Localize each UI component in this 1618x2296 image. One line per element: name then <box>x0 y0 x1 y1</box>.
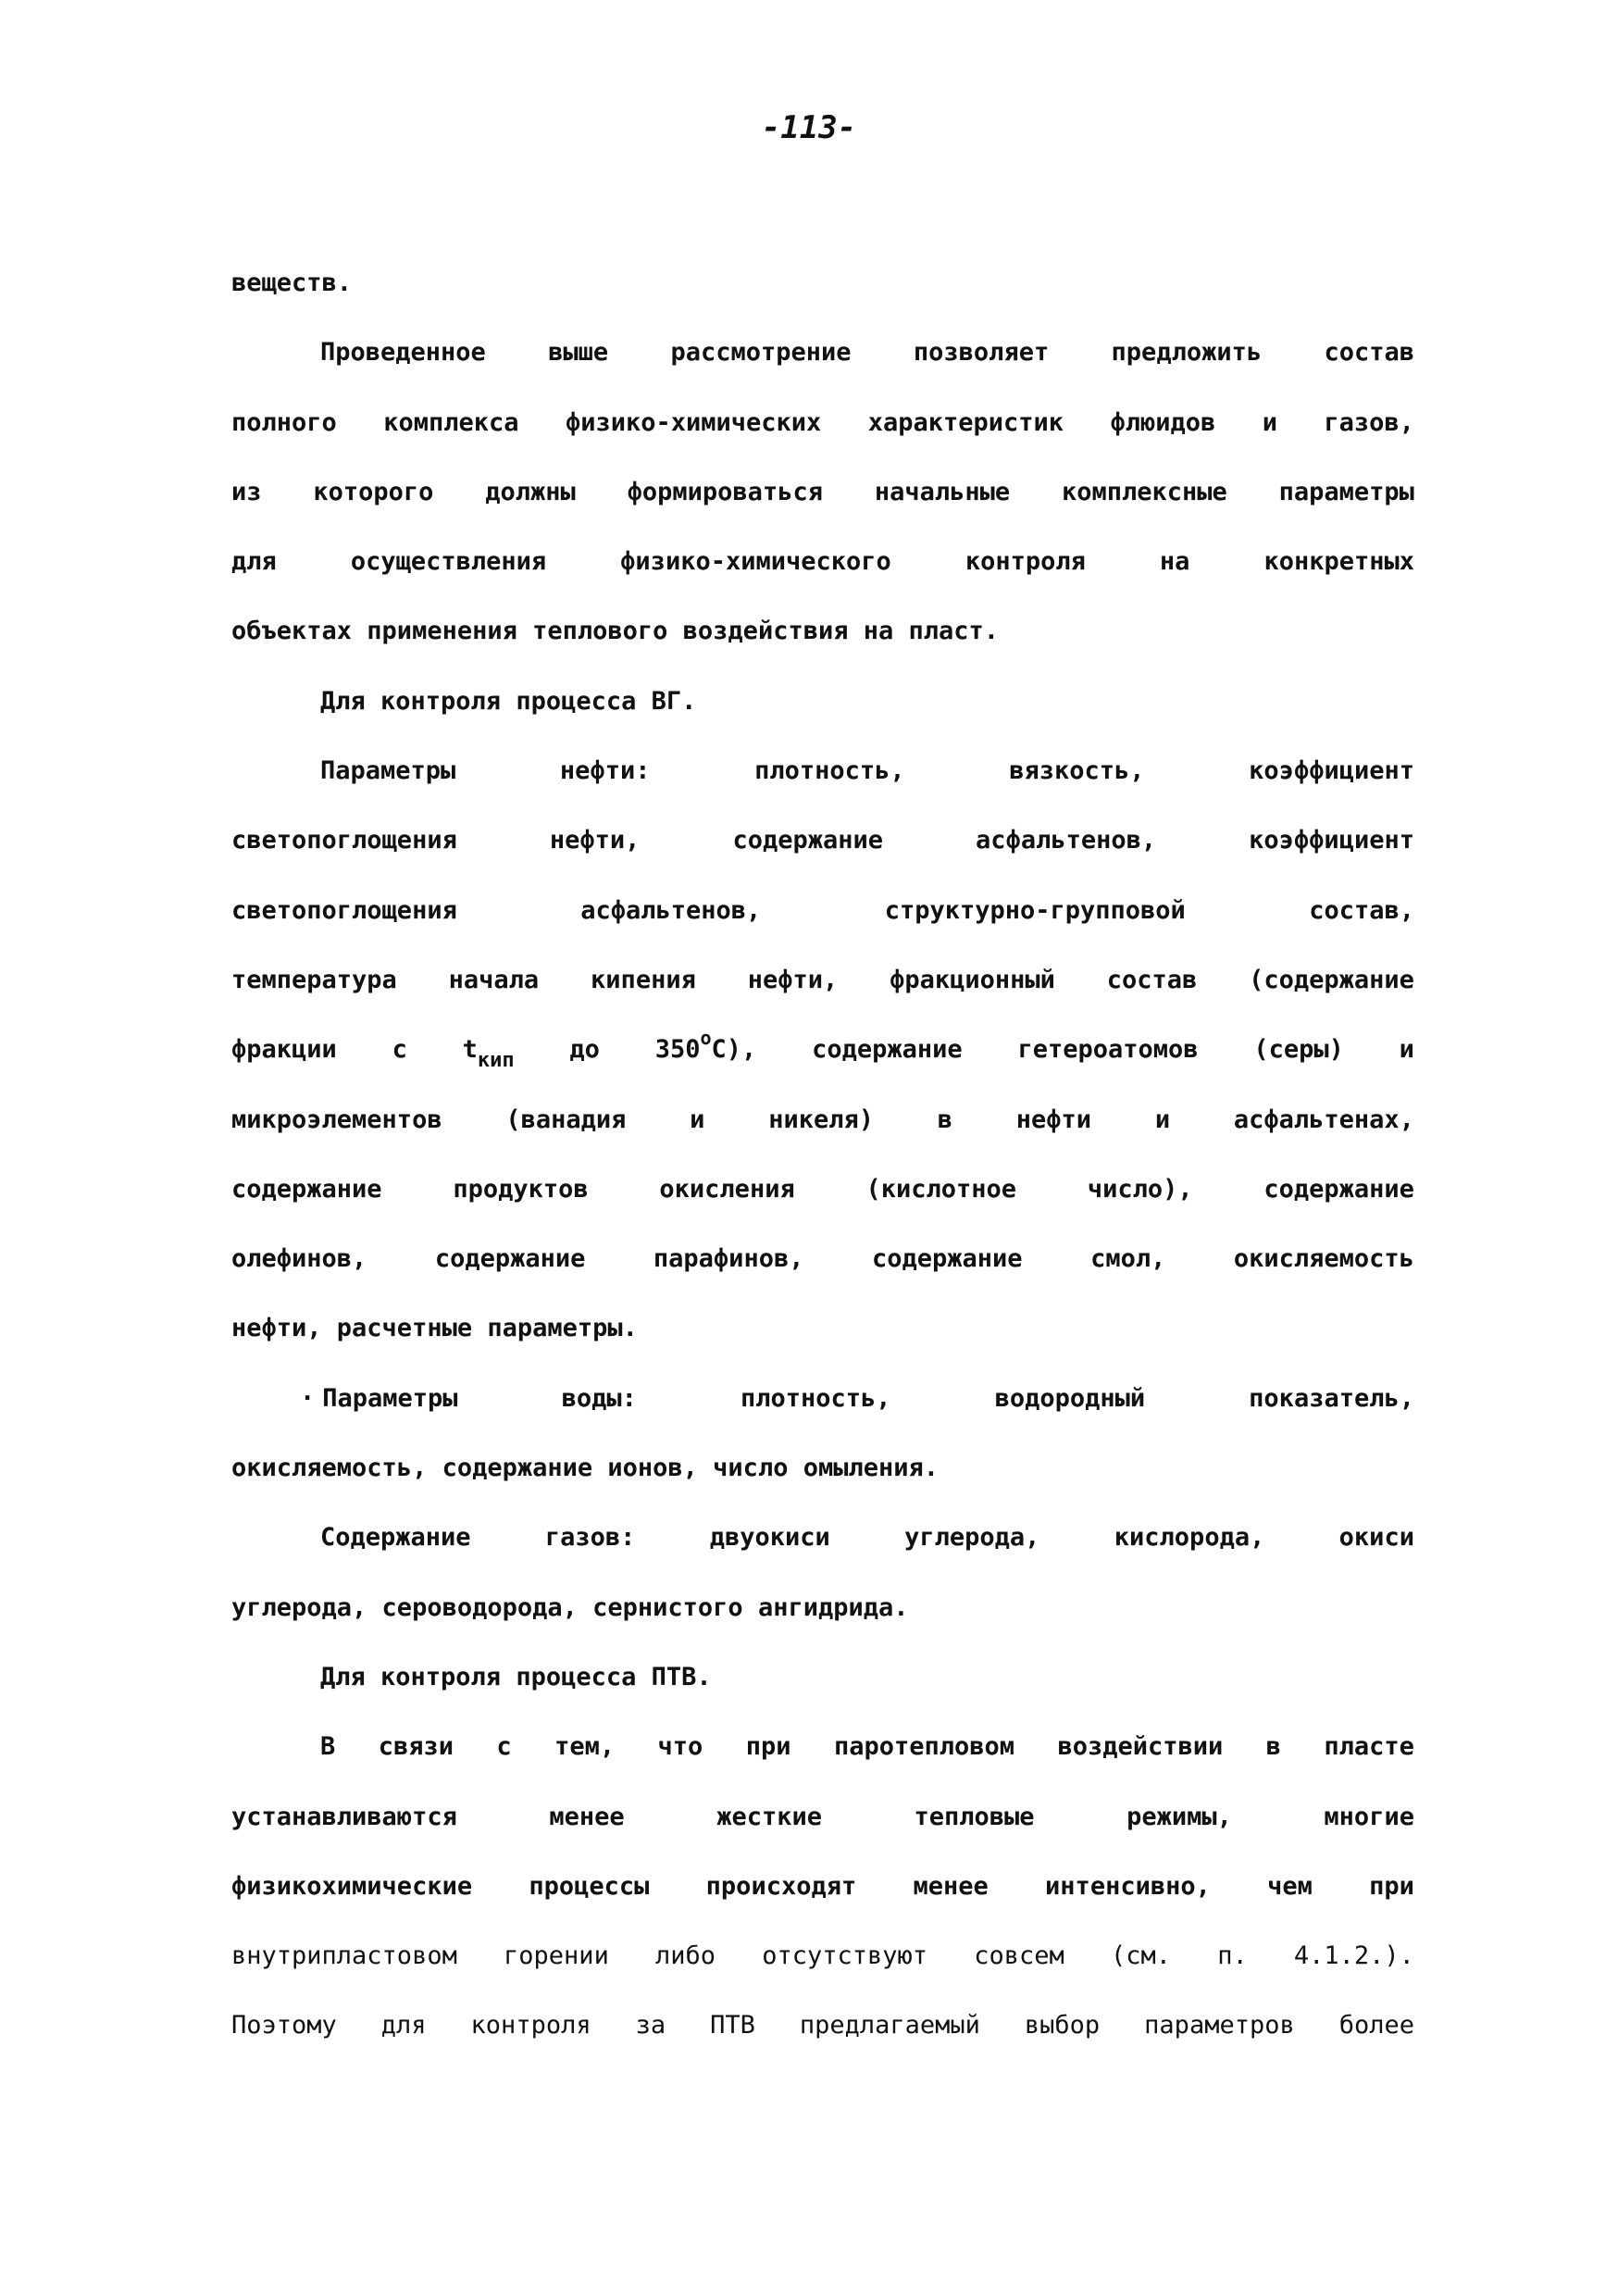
word: начальные <box>874 477 1011 506</box>
word: гетероатомов <box>1017 1035 1199 1065</box>
text-line <box>231 1085 1414 1154</box>
text-line <box>231 1224 1414 1293</box>
text-line <box>231 1364 1414 1433</box>
word: формироваться <box>627 477 823 506</box>
word: позволяет <box>913 338 1050 368</box>
word: должны <box>485 477 576 506</box>
word: выбор <box>1024 2011 1101 2040</box>
temp-number: 350 <box>654 1035 701 1065</box>
word: совсем <box>974 1941 1064 1971</box>
text-line <box>231 1782 1414 1852</box>
word: внутрипластовом <box>231 1941 457 1971</box>
word: фракционный <box>890 965 1055 994</box>
word: плотность, <box>754 756 905 786</box>
text-line <box>231 736 1414 805</box>
formula-line <box>231 1015 1414 1084</box>
word: окисляемость <box>1233 1244 1414 1274</box>
word: окисления <box>659 1174 795 1204</box>
word: менее <box>549 1802 625 1831</box>
boiling-temperature-symbol <box>463 1015 515 1084</box>
word: газов, <box>1324 407 1414 437</box>
word: содержание <box>1263 1174 1414 1204</box>
word: асфальтенов, <box>580 895 762 925</box>
word: микроэлементов <box>231 1104 442 1134</box>
word: содержание <box>231 1174 382 1204</box>
word: начала <box>448 965 540 994</box>
word: фракции <box>231 1035 337 1065</box>
word: состав, <box>1309 895 1414 925</box>
word: что <box>657 1732 703 1762</box>
word: коэффициент <box>1249 756 1414 786</box>
word: связи <box>378 1732 454 1762</box>
temp-unit: C), <box>711 1035 757 1065</box>
word: продуктов <box>453 1174 589 1204</box>
word: нефти <box>1015 1104 1092 1134</box>
word: содержание <box>871 1244 1023 1274</box>
text-line: нефти, расчетные параметры. <box>231 1314 638 1343</box>
word: интенсивно, <box>1045 1871 1211 1901</box>
word: параметров <box>1144 2011 1295 2040</box>
word: для <box>380 2011 427 2040</box>
word: коэффициент <box>1249 826 1414 855</box>
text-line <box>231 527 1414 596</box>
word: и <box>1399 1035 1414 1065</box>
word: горении <box>504 1941 609 1971</box>
word: состав <box>1106 965 1198 994</box>
text-line: Для контроля процесса ВГ. <box>320 686 697 716</box>
word: рассмотрение <box>670 338 852 368</box>
word: менее <box>913 1871 989 1901</box>
text-line <box>231 876 1414 945</box>
t-subscript: кип <box>477 1049 515 1073</box>
word: выше <box>548 338 609 368</box>
word: параметры <box>1278 477 1414 506</box>
word: отсутствуют <box>762 1941 928 1971</box>
word: физикохимические <box>231 1871 473 1901</box>
word: водородный <box>994 1383 1146 1413</box>
degree-sign: o <box>700 1027 712 1050</box>
word: асфальтенов, <box>976 826 1157 855</box>
page-number: -113- <box>761 109 857 146</box>
text-line <box>231 457 1414 527</box>
word: структурно-групповой <box>884 895 1186 925</box>
word: контроля <box>470 2011 591 2040</box>
word: жесткие <box>716 1802 822 1831</box>
word: и <box>1262 407 1277 437</box>
word: которого <box>313 477 434 506</box>
word: (содержание <box>1249 965 1414 994</box>
word: флюидов <box>1110 407 1216 437</box>
word: с <box>496 1732 512 1762</box>
word: и <box>1154 1104 1171 1134</box>
word: конкретных <box>1263 547 1414 577</box>
word: смол, <box>1090 1244 1166 1274</box>
word: показатель, <box>1249 1383 1414 1413</box>
word: для <box>231 547 277 577</box>
word: газов: <box>544 1523 636 1553</box>
word: п. <box>1217 1941 1248 1971</box>
text-line <box>231 1712 1414 1781</box>
word: кипения <box>591 965 696 994</box>
word: двуокиси <box>709 1523 830 1553</box>
word: более <box>1338 2011 1414 2040</box>
word: 4.1.2.). <box>1293 1941 1414 1971</box>
word: содержание <box>434 1244 586 1274</box>
text-line: углерода, сероводорода, сернистого ангидрида. <box>231 1592 909 1622</box>
word: либо <box>655 1941 716 1971</box>
word: полного <box>231 407 337 437</box>
word: в <box>1265 1732 1281 1762</box>
text-line: Для контроля процесса ПТВ. <box>320 1662 712 1691</box>
text-line: окисляемость, содержание ионов, число омыления. <box>231 1454 940 1483</box>
word: при <box>745 1732 791 1762</box>
text-line <box>231 945 1414 1015</box>
t-symbol: t <box>462 1035 478 1065</box>
word: температура <box>231 965 397 994</box>
word: контроля <box>965 547 1086 577</box>
word: предлагаемый <box>799 2011 980 2040</box>
word: воздействии <box>1057 1732 1224 1762</box>
word: паротепловом <box>833 1732 1015 1762</box>
word: (серы) <box>1253 1035 1344 1065</box>
word: парафинов, <box>653 1244 804 1274</box>
text-line <box>231 388 1414 457</box>
word: кислорода, <box>1114 1523 1265 1553</box>
word: предложить <box>1111 338 1263 368</box>
word: (кислотное <box>865 1174 1017 1204</box>
word: в <box>937 1104 953 1134</box>
word: тем, <box>554 1732 616 1762</box>
word: плотность, <box>740 1383 891 1413</box>
text-line: веществ. <box>231 268 353 297</box>
word: процессы <box>529 1871 650 1901</box>
word: комплекса <box>383 407 519 437</box>
word: многие <box>1324 1802 1414 1831</box>
word: никеля) <box>768 1104 874 1134</box>
text-line <box>231 1154 1414 1224</box>
word: тепловые <box>914 1802 1035 1831</box>
text-line <box>231 1503 1414 1572</box>
word: Поэтому <box>231 2011 337 2040</box>
word: комплексные <box>1061 477 1227 506</box>
text-line <box>231 318 1414 387</box>
word: до <box>569 1035 600 1065</box>
word: чем <box>1267 1871 1313 1901</box>
word: нефти: <box>559 756 651 786</box>
word: за <box>635 2011 666 2040</box>
word: окиси <box>1338 1523 1414 1553</box>
word: из <box>231 477 262 506</box>
text-line <box>231 1921 1414 1990</box>
word: пласте <box>1324 1732 1414 1762</box>
word: олефинов, <box>231 1244 367 1274</box>
text-line <box>231 1852 1414 1921</box>
word: асфальтенах, <box>1233 1104 1414 1134</box>
text-line <box>231 1990 1414 2060</box>
word: нефти, <box>549 826 641 855</box>
word: ПТВ <box>710 2011 755 2040</box>
word: режимы, <box>1126 1802 1232 1831</box>
word: характеристик <box>867 407 1064 437</box>
body-text <box>231 248 1414 2061</box>
word: (см. <box>1110 1941 1171 1971</box>
word: нефти, <box>747 965 839 994</box>
word: физико-химических <box>565 407 822 437</box>
word: устанавливаются <box>231 1802 457 1831</box>
word: содержание <box>812 1035 963 1065</box>
word: светопоглощения <box>231 826 457 855</box>
word: (ванадия <box>505 1104 627 1134</box>
word: осуществления <box>350 547 547 577</box>
word: с <box>392 1035 407 1065</box>
text-line <box>231 805 1414 875</box>
bullet-mark: · <box>300 1383 316 1413</box>
word: Проведенное <box>320 338 486 368</box>
word: светопоглощения <box>231 895 457 925</box>
word: В <box>320 1732 336 1762</box>
word: происходят <box>705 1871 857 1901</box>
word: при <box>1369 1871 1414 1901</box>
word: и <box>690 1104 705 1134</box>
word: вязкость, <box>1009 756 1145 786</box>
word: Содержание <box>320 1523 471 1553</box>
word: воды: <box>561 1383 637 1413</box>
word: углерода, <box>904 1523 1040 1553</box>
word: Параметры <box>320 756 456 786</box>
word: содержание <box>732 826 884 855</box>
word: физико-химического <box>620 547 891 577</box>
temperature-value <box>655 1015 757 1084</box>
word: состав <box>1324 338 1414 368</box>
text-line: объектах применения теплового воздействия на пласт. <box>231 617 1000 646</box>
word: число), <box>1087 1174 1193 1204</box>
word: на <box>1159 547 1190 577</box>
word: · Параметры <box>300 1383 458 1413</box>
